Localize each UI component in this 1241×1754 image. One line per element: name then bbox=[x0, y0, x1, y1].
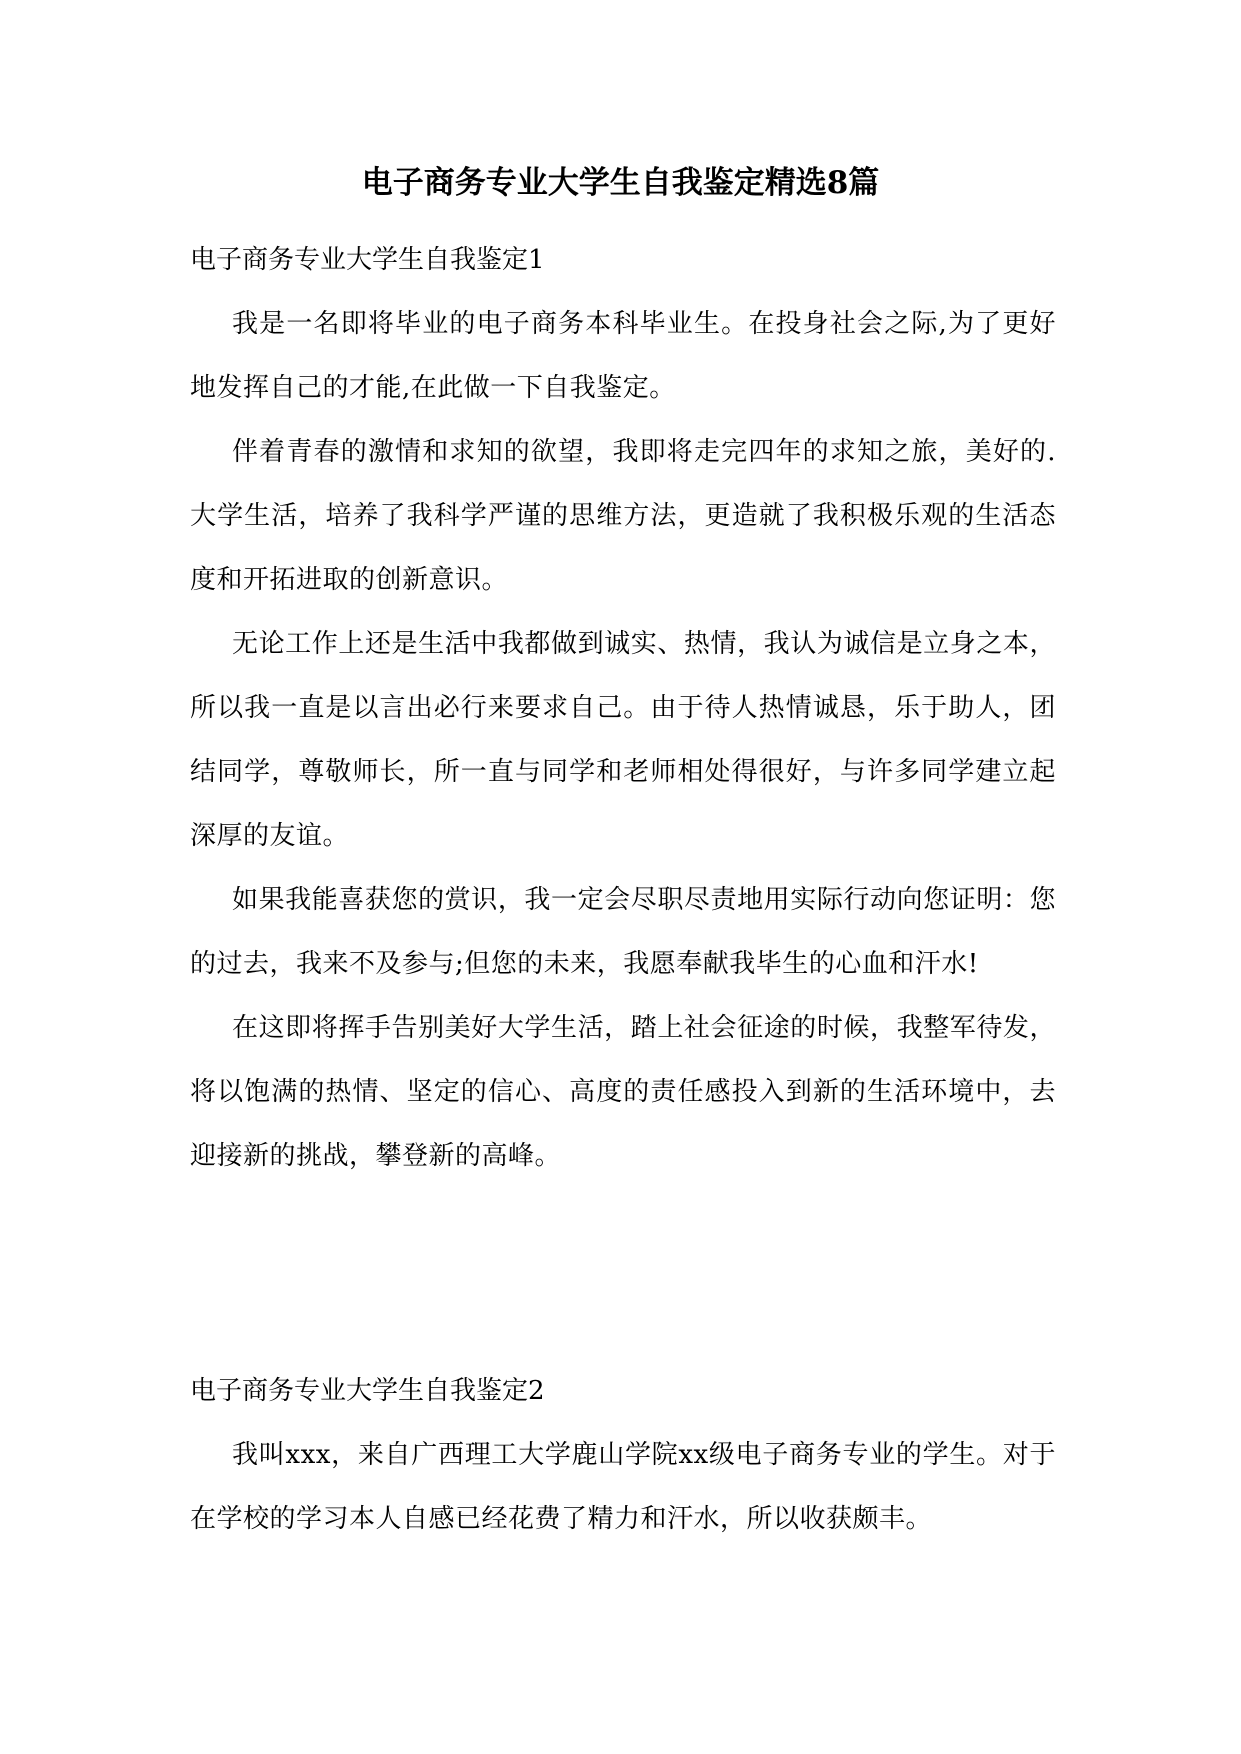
paragraph: 在这即将挥手告别美好大学生活，踏上社会征途的时候，我整军待发，将以饱满的热情、坚定的信心、高度的责任感投入到新的生活环境中，去迎接新的挑战，攀登新的高峰。 bbox=[190, 1013, 1056, 1171]
paragraph: 伴着青春的激情和求知的欲望，我即将走完四年的求知之旅，美好的.大学生活，培养了我科学严谨的思维方法，更造就了我积极乐观的生活态度和开拓进取的创新意识。 bbox=[190, 437, 1056, 595]
paragraph: 我叫xxx，来自广西理工大学鹿山学院xx级电子商务专业的学生。对于在学校的学习本人自感已经花费了精力和汗水，所以收获颇丰。 bbox=[190, 1440, 1056, 1534]
document-title: 电子商务专业大学生自我鉴定精选8篇 bbox=[361, 165, 880, 201]
section-2 bbox=[190, 1359, 1056, 1551]
section-1 bbox=[190, 228, 1056, 1188]
paragraph: 如果我能喜获您的赏识，我一定会尽职尽责地用实际行动向您证明：您的过去，我来不及参与;但您的未来，我愿奉献我毕生的心血和汗水! bbox=[190, 885, 1056, 979]
paragraph: 我是一名即将毕业的电子商务本科毕业生。在投身社会之际,为了更好地发挥自己的才能,在此做一下自我鉴定。 bbox=[190, 309, 1056, 403]
section-spacer bbox=[190, 1188, 1056, 1359]
section-heading: 电子商务专业大学生自我鉴定1 bbox=[190, 245, 545, 275]
paragraph: 无论工作上还是生活中我都做到诚实、热情，我认为诚信是立身之本，所以我一直是以言出必行来要求自己。由于待人热情诚恳，乐于助人，团结同学，尊敬师长，所一直与同学和老师相处得很好，与许多同学建立起深厚的友谊。 bbox=[190, 629, 1056, 851]
section-heading: 电子商务专业大学生自我鉴定2 bbox=[190, 1376, 545, 1406]
document-body bbox=[190, 228, 1056, 1551]
